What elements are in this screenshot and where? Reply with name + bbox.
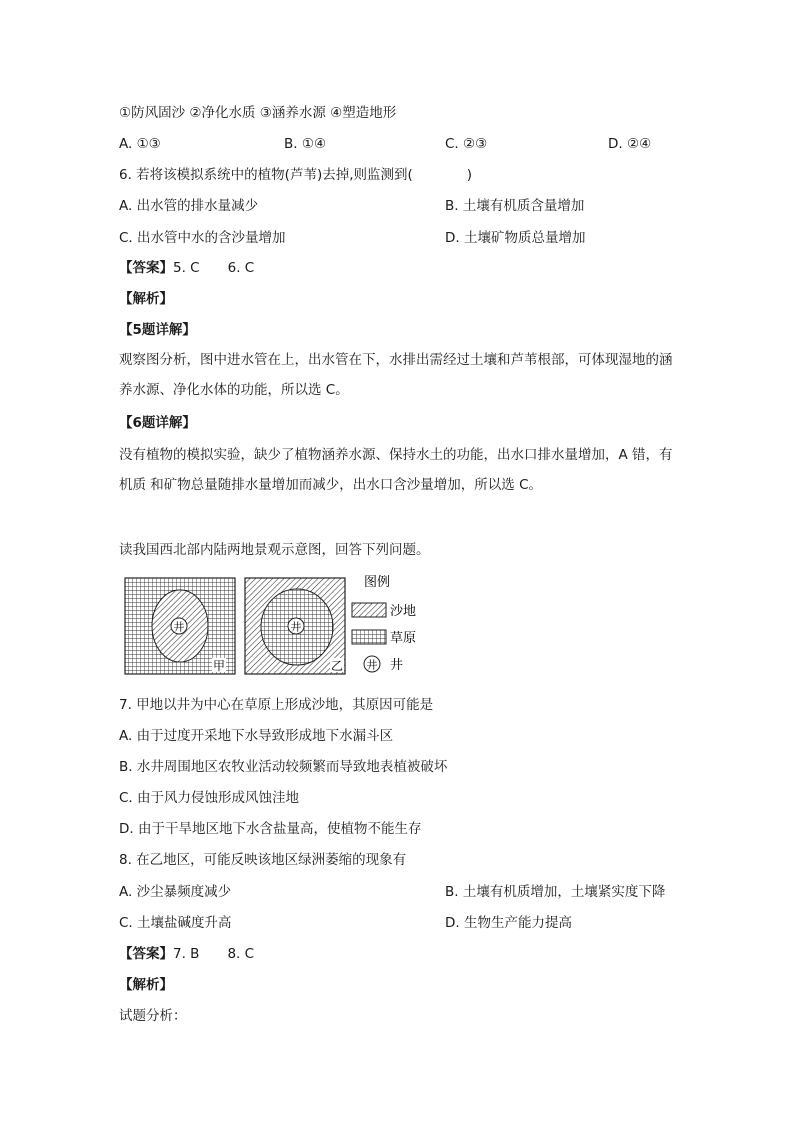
analysis-label-2: 【解析】 xyxy=(119,977,173,993)
q8-option-a: A. 沙尘暴频度减少 xyxy=(119,884,232,900)
label-yi: 乙 xyxy=(330,659,344,673)
q8-option-b: B. 土壤有机质增加，土壤紧实度下降 xyxy=(445,884,666,900)
q8-stem: 8. 在乙地区，可能反映该地区绿洲萎缩的现象有 xyxy=(119,852,407,868)
q5-detail-label: 【5题详解】 xyxy=(119,322,196,338)
panel-jia xyxy=(125,578,235,674)
q6-stem: 6. 若将该模拟系统中的植物(芦苇)去掉,则监测到( ) xyxy=(119,167,473,183)
legend-title: 图例 xyxy=(364,575,391,590)
q6-option-a: A. 出水管的排水量减少 xyxy=(119,198,259,214)
q5-option-a: A. ①③ xyxy=(119,136,161,152)
answer-label: 【答案】 xyxy=(119,260,173,276)
intro-text: 读我国西北部内陆两地景观示意图，回答下列问题。 xyxy=(119,542,430,558)
legend xyxy=(352,575,416,673)
q6-option-b: B. 土壤有机质含量增加 xyxy=(445,198,585,214)
q7-option-a: A. 由于过度开采地下水导致形成地下水漏斗区 xyxy=(119,728,394,744)
analysis-text: 试题分析： xyxy=(119,1008,187,1024)
legend-well-symbol: 井 xyxy=(366,658,378,672)
answer-6: 6. C xyxy=(227,260,255,276)
q6-option-d: D. 土壤矿物质总量增加 xyxy=(445,230,586,246)
legend-grass-label: 草原 xyxy=(390,631,417,646)
q7-stem: 7. 甲地以井为中心在草原上形成沙地，其原因可能是 xyxy=(119,697,434,713)
answer-7: 7. B xyxy=(173,946,200,962)
landscape-figure xyxy=(124,574,424,678)
answer-8: 8. C xyxy=(227,946,255,962)
label-jia: 甲 xyxy=(212,659,226,673)
q5-option-b: B. ①④ xyxy=(284,136,327,152)
q7-option-b: B. 水井周围地区农牧业活动较频繁而导致地表植被破坏 xyxy=(119,759,448,775)
q7-option-d: D. 由于干旱地区地下水含盐量高，使植物不能生存 xyxy=(119,821,422,837)
legend-well-label: 井 xyxy=(390,658,404,673)
legend-sand-swatch xyxy=(352,603,386,617)
well-symbol-jia: 井 xyxy=(173,620,185,634)
q7-option-c: C. 由于风力侵蚀形成风蚀洼地 xyxy=(119,790,300,806)
q8-option-c: C. 土壤盐碱度升高 xyxy=(119,915,232,931)
legend-grass-swatch xyxy=(352,630,386,644)
answer-5: 5. C xyxy=(173,260,200,276)
legend-sand-label: 沙地 xyxy=(390,604,417,619)
well-symbol-yi: 井 xyxy=(290,620,302,634)
q5-detail-text: 观察图分析，图中进水管在上，出水管在下，水排出需经过土壤和芦苇根部，可体现湿地的涵养水源、净化水体的功能，所以选 C。 xyxy=(119,352,673,398)
panel-yi xyxy=(245,578,345,674)
analysis-label: 【解析】 xyxy=(119,291,173,307)
q5-option-c: C. ②③ xyxy=(445,136,488,152)
q6-detail-label: 【6题详解】 xyxy=(119,415,196,431)
q6-option-c: C. 出水管中水的含沙量增加 xyxy=(119,230,286,246)
q8-option-d: D. 生物生产能力提高 xyxy=(445,915,572,931)
answer-label-2: 【答案】 xyxy=(119,946,173,962)
q5-option-d: D. ②④ xyxy=(608,136,652,152)
answer-line-1 xyxy=(119,258,254,278)
answer-line-2 xyxy=(119,944,254,964)
q5-items: ①防风固沙 ②净化水质 ③涵养水源 ④塑造地形 xyxy=(119,105,397,121)
q6-detail-text: 没有植物的模拟实验，缺少了植物涵养水源、保持水土的功能，出水口排水量增加，A 错，有机质 和矿物总量随排水量增加而减少，出水口含沙量增加，所以选 C。 xyxy=(119,447,673,493)
